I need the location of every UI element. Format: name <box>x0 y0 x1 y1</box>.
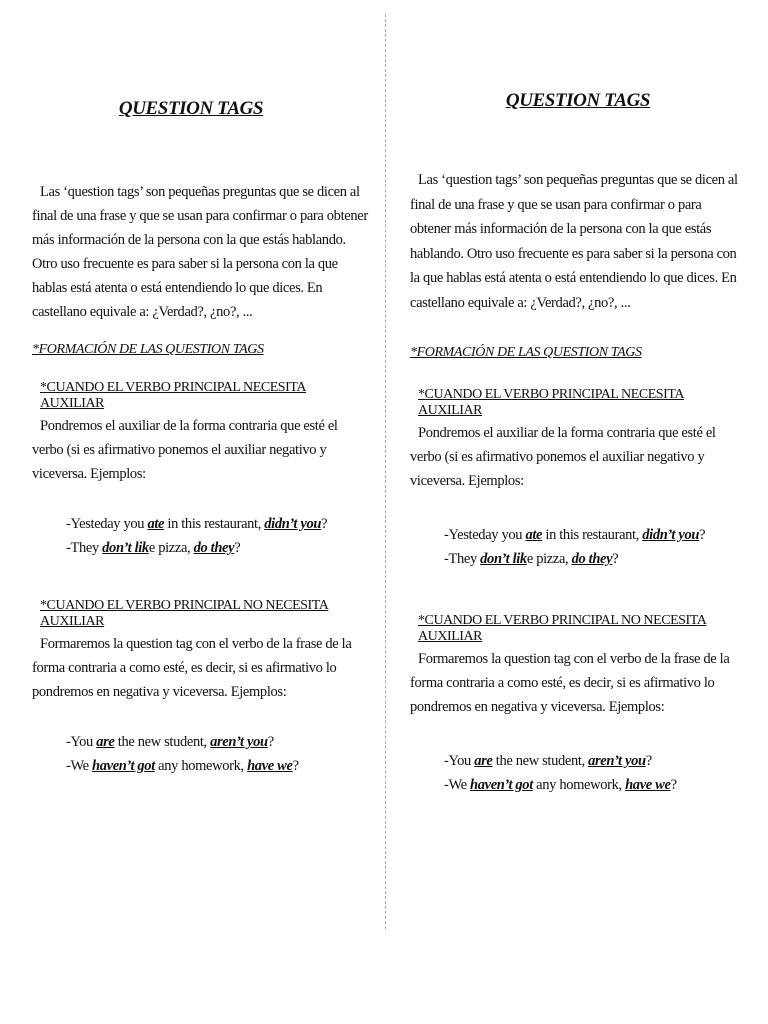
highlight-tag: do they <box>571 551 613 567</box>
example-item: -You are the new student, aren’t you? <box>444 753 652 769</box>
example-item: -They don’t like pizza, do they? <box>66 540 241 556</box>
section-text-no-auxiliar: Formaremos la question tag con el verbo de la frase de la forma contraria a como esté, es decir, si es afirmativo lo pondremos en negativa y viceversa. Ejemplos: <box>32 636 352 700</box>
examples-list-no-auxiliar <box>66 730 368 778</box>
highlight-tag: didn’t you <box>642 527 700 543</box>
page-title: QUESTION TAGS <box>505 90 651 111</box>
intro-paragraph: Las ‘question tags’ son pequeñas preguntas que se dicen al final de una frase y que se usan para confirmar o para obtener más información de la persona con la que estás hablando. Otro uso frecuente es para saber si la persona con la que hablas está atenta o está entendiendo lo que dices. En castellano equivale a: ¿Verdad?, ¿no?, ... <box>410 172 738 311</box>
section-heading-auxiliar: *CUANDO EL VERBO PRINCIPAL NECESITA AUXILIAR <box>40 380 307 411</box>
section-heading-no-auxiliar: *CUANDO EL VERBO PRINCIPAL NO NECESITA AUXILIAR <box>418 613 707 644</box>
page-title: QUESTION TAGS <box>118 98 264 119</box>
left-column <box>32 98 368 778</box>
highlight-verb: don’t lik <box>480 551 527 567</box>
section-heading-auxiliar: *CUANDO EL VERBO PRINCIPAL NECESITA AUXILIAR <box>418 387 685 418</box>
highlight-verb: are <box>474 753 493 769</box>
column-divider <box>385 14 386 929</box>
intro-paragraph: Las ‘question tags’ son pequeñas preguntas que se dicen al final de una frase y que se usan para confirmar o para obtener más información de la persona con la que estás hablando. Otro uso frecuente es para saber si la persona con la que hablas está atenta o está entendiendo lo que dices. En castellano equivale a: ¿Verdad?, ¿no?, ... <box>32 184 368 320</box>
right-column <box>410 90 738 797</box>
section-text-auxiliar: Pondremos el auxiliar de la forma contraria que esté el verbo (si es afirmativo ponemos el auxiliar negativo y viceversa. Ejemplos: <box>410 425 716 489</box>
highlight-tag: have we <box>247 758 293 774</box>
examples-list-auxiliar <box>66 512 368 560</box>
example-item: -Yesteday you ate in this restaurant, didn’t you? <box>66 516 328 532</box>
example-item: -Yesteday you ate in this restaurant, didn’t you? <box>444 527 706 543</box>
formacion-heading: *FORMACIÓN DE LAS QUESTION TAGS <box>410 345 642 360</box>
section-text-no-auxiliar: Formaremos la question tag con el verbo de la frase de la forma contraria a como esté, es decir, si es afirmativo lo pondremos en negativa y viceversa. Ejemplos: <box>410 651 730 715</box>
highlight-tag: aren’t you <box>210 734 268 750</box>
examples-list-no-auxiliar <box>444 749 738 797</box>
highlight-tag: do they <box>193 540 235 556</box>
examples-list-auxiliar <box>444 523 738 571</box>
highlight-verb: haven’t got <box>470 777 533 793</box>
section-heading-no-auxiliar: *CUANDO EL VERBO PRINCIPAL NO NECESITA AUXILIAR <box>40 598 329 629</box>
highlight-verb: haven’t got <box>92 758 155 774</box>
example-item: -You are the new student, aren’t you? <box>66 734 274 750</box>
formacion-heading: *FORMACIÓN DE LAS QUESTION TAGS <box>32 342 264 357</box>
highlight-verb: ate <box>525 527 543 543</box>
section-text-auxiliar: Pondremos el auxiliar de la forma contraria que esté el verbo (si es afirmativo ponemos el auxiliar negativo y viceversa. Ejemplos: <box>32 418 338 482</box>
highlight-verb: ate <box>147 516 165 532</box>
highlight-tag: aren’t you <box>588 753 646 769</box>
example-item: -We haven’t got any homework, have we? <box>66 758 299 774</box>
highlight-tag: have we <box>625 777 671 793</box>
highlight-verb: are <box>96 734 115 750</box>
example-item: -They don’t like pizza, do they? <box>444 551 619 567</box>
highlight-verb: don’t lik <box>102 540 149 556</box>
example-item: -We haven’t got any homework, have we? <box>444 777 677 793</box>
highlight-tag: didn’t you <box>264 516 322 532</box>
